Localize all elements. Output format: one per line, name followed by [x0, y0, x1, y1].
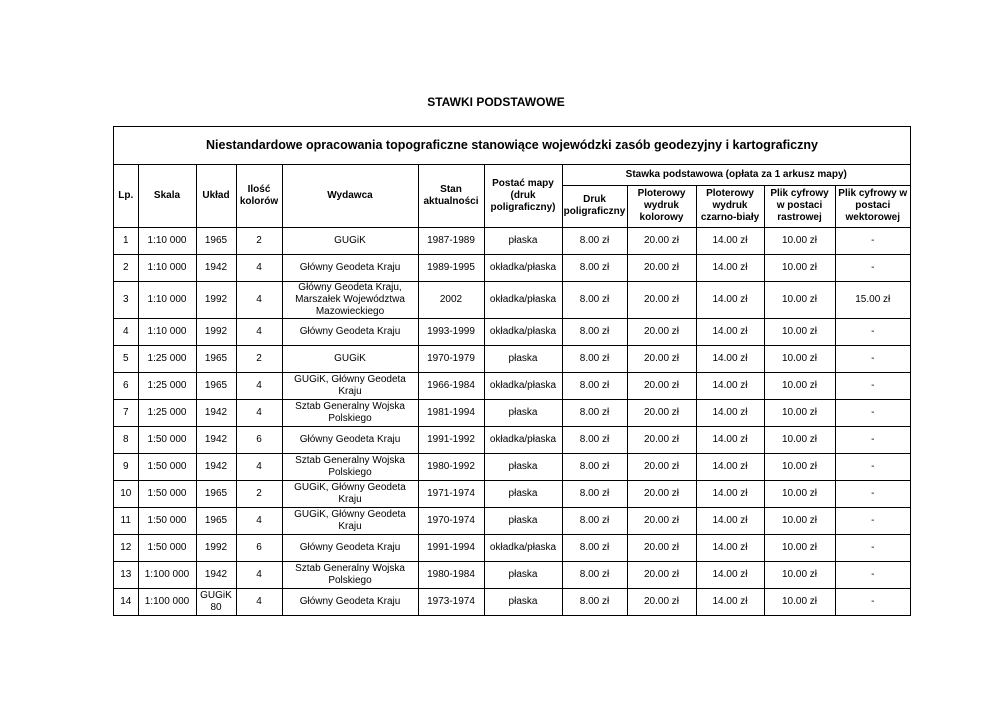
header-postac-mapy: Postać mapy (druk poligraficzny)	[484, 165, 562, 227]
cell-lp: 8	[114, 426, 138, 453]
cell-skala: 1:10 000	[138, 318, 196, 345]
cell-ploterowy-kolorowy: 20.00 zł	[627, 254, 696, 281]
cell-wydawca: Główny Geodeta Kraju	[282, 318, 418, 345]
cell-stan-aktualnosci: 1970-1979	[418, 345, 484, 372]
cell-postac-mapy: okładka/płaska	[484, 426, 562, 453]
cell-stan-aktualnosci: 1971-1974	[418, 480, 484, 507]
cell-plik-wektorowy: -	[835, 534, 910, 561]
cell-ploterowy-czarno-bialy: 14.00 zł	[696, 453, 764, 480]
cell-uklad: 1965	[196, 345, 236, 372]
cell-uklad: 1965	[196, 480, 236, 507]
cell-plik-rastrowy: 10.00 zł	[764, 426, 835, 453]
table-row	[114, 507, 910, 534]
cell-lp: 5	[114, 345, 138, 372]
cell-ploterowy-czarno-bialy: 14.00 zł	[696, 227, 764, 254]
table-row	[114, 318, 910, 345]
cell-stan-aktualnosci: 1981-1994	[418, 399, 484, 426]
table-row	[114, 534, 910, 561]
cell-wydawca: GUGiK	[282, 345, 418, 372]
cell-wydawca: Sztab Generalny Wojska Polskiego	[282, 453, 418, 480]
header-wydawca: Wydawca	[282, 165, 418, 227]
cell-plik-wektorowy: -	[835, 399, 910, 426]
cell-skala: 1:10 000	[138, 281, 196, 318]
cell-stan-aktualnosci: 2002	[418, 281, 484, 318]
cell-plik-rastrowy: 10.00 zł	[764, 254, 835, 281]
cell-wydawca: GUGiK, Główny Geodeta Kraju	[282, 372, 418, 399]
cell-skala: 1:50 000	[138, 507, 196, 534]
table-row	[114, 453, 910, 480]
cell-lp: 3	[114, 281, 138, 318]
cell-ploterowy-czarno-bialy: 14.00 zł	[696, 507, 764, 534]
cell-skala: 1:10 000	[138, 254, 196, 281]
cell-lp: 6	[114, 372, 138, 399]
cell-skala: 1:100 000	[138, 588, 196, 615]
cell-lp: 4	[114, 318, 138, 345]
table-row	[114, 561, 910, 588]
cell-plik-wektorowy: -	[835, 254, 910, 281]
cell-druk-poligraficzny: 8.00 zł	[562, 399, 627, 426]
header-stan-aktualnosci: Stan aktualności	[418, 165, 484, 227]
cell-druk-poligraficzny: 8.00 zł	[562, 561, 627, 588]
cell-postac-mapy: okładka/płaska	[484, 318, 562, 345]
cell-wydawca: Główny Geodeta Kraju	[282, 254, 418, 281]
cell-stan-aktualnosci: 1987-1989	[418, 227, 484, 254]
table-row	[114, 426, 910, 453]
table-row	[114, 281, 910, 318]
cell-ploterowy-kolorowy: 20.00 zł	[627, 453, 696, 480]
cell-postac-mapy: okładka/płaska	[484, 372, 562, 399]
cell-ilosc-kolorow: 4	[236, 318, 282, 345]
cell-uklad: 1992	[196, 281, 236, 318]
header-druk-poligraficzny: Druk poligraficzny	[562, 185, 627, 227]
cell-ploterowy-kolorowy: 20.00 zł	[627, 588, 696, 615]
cell-druk-poligraficzny: 8.00 zł	[562, 345, 627, 372]
cell-ploterowy-kolorowy: 20.00 zł	[627, 227, 696, 254]
cell-skala: 1:50 000	[138, 480, 196, 507]
cell-uklad: 1992	[196, 318, 236, 345]
cell-plik-wektorowy: -	[835, 561, 910, 588]
header-lp: Lp.	[114, 165, 138, 227]
cell-plik-rastrowy: 10.00 zł	[764, 534, 835, 561]
cell-lp: 11	[114, 507, 138, 534]
cell-stan-aktualnosci: 1980-1992	[418, 453, 484, 480]
cell-ploterowy-kolorowy: 20.00 zł	[627, 507, 696, 534]
cell-postac-mapy: okładka/płaska	[484, 281, 562, 318]
cell-skala: 1:10 000	[138, 227, 196, 254]
cell-uklad: 1942	[196, 561, 236, 588]
cell-plik-rastrowy: 10.00 zł	[764, 588, 835, 615]
cell-ploterowy-kolorowy: 20.00 zł	[627, 480, 696, 507]
cell-postac-mapy: płaska	[484, 399, 562, 426]
header-plik-wektorowy: Plik cyfrowy w postaci wektorowej	[835, 185, 910, 227]
cell-ploterowy-kolorowy: 20.00 zł	[627, 318, 696, 345]
table-row	[114, 399, 910, 426]
table-row	[114, 372, 910, 399]
cell-uklad: 1942	[196, 453, 236, 480]
rates-table	[114, 165, 910, 616]
cell-postac-mapy: płaska	[484, 453, 562, 480]
cell-druk-poligraficzny: 8.00 zł	[562, 227, 627, 254]
rates-table-container	[113, 126, 911, 616]
cell-ilosc-kolorow: 4	[236, 453, 282, 480]
cell-lp: 2	[114, 254, 138, 281]
cell-postac-mapy: płaska	[484, 561, 562, 588]
cell-lp: 13	[114, 561, 138, 588]
cell-ploterowy-kolorowy: 20.00 zł	[627, 281, 696, 318]
cell-ilosc-kolorow: 4	[236, 507, 282, 534]
cell-skala: 1:50 000	[138, 534, 196, 561]
cell-ploterowy-kolorowy: 20.00 zł	[627, 345, 696, 372]
table-row	[114, 345, 910, 372]
header-ploterowy-czarno-bialy: Ploterowy wydruk czarno-biały	[696, 185, 764, 227]
cell-postac-mapy: okładka/płaska	[484, 254, 562, 281]
cell-ploterowy-czarno-bialy: 14.00 zł	[696, 588, 764, 615]
header-plik-rastrowy: Plik cyfrowy w postaci rastrowej	[764, 185, 835, 227]
cell-ploterowy-kolorowy: 20.00 zł	[627, 372, 696, 399]
cell-plik-rastrowy: 10.00 zł	[764, 507, 835, 534]
header-ploterowy-kolorowy: Ploterowy wydruk kolorowy	[627, 185, 696, 227]
cell-ploterowy-czarno-bialy: 14.00 zł	[696, 399, 764, 426]
cell-druk-poligraficzny: 8.00 zł	[562, 426, 627, 453]
cell-ploterowy-kolorowy: 20.00 zł	[627, 561, 696, 588]
cell-postac-mapy: płaska	[484, 345, 562, 372]
cell-plik-rastrowy: 10.00 zł	[764, 318, 835, 345]
cell-lp: 12	[114, 534, 138, 561]
cell-plik-wektorowy: -	[835, 426, 910, 453]
cell-postac-mapy: okładka/płaska	[484, 534, 562, 561]
cell-plik-rastrowy: 10.00 zł	[764, 281, 835, 318]
cell-druk-poligraficzny: 8.00 zł	[562, 318, 627, 345]
cell-druk-poligraficzny: 8.00 zł	[562, 453, 627, 480]
cell-stan-aktualnosci: 1991-1994	[418, 534, 484, 561]
cell-lp: 1	[114, 227, 138, 254]
cell-plik-rastrowy: 10.00 zł	[764, 345, 835, 372]
cell-stan-aktualnosci: 1970-1974	[418, 507, 484, 534]
cell-plik-rastrowy: 10.00 zł	[764, 399, 835, 426]
cell-ploterowy-czarno-bialy: 14.00 zł	[696, 372, 764, 399]
cell-uklad: 1992	[196, 534, 236, 561]
header-ilosc-kolorow: Ilość kolorów	[236, 165, 282, 227]
cell-plik-wektorowy: -	[835, 480, 910, 507]
cell-ploterowy-czarno-bialy: 14.00 zł	[696, 480, 764, 507]
cell-uklad: 1942	[196, 399, 236, 426]
cell-wydawca: Główny Geodeta Kraju	[282, 534, 418, 561]
cell-skala: 1:25 000	[138, 372, 196, 399]
cell-druk-poligraficzny: 8.00 zł	[562, 281, 627, 318]
cell-plik-wektorowy: -	[835, 453, 910, 480]
cell-ploterowy-kolorowy: 20.00 zł	[627, 399, 696, 426]
cell-postac-mapy: płaska	[484, 480, 562, 507]
cell-ilosc-kolorow: 2	[236, 227, 282, 254]
cell-stan-aktualnosci: 1966-1984	[418, 372, 484, 399]
table-row	[114, 588, 910, 615]
cell-plik-wektorowy: 15.00 zł	[835, 281, 910, 318]
cell-ilosc-kolorow: 4	[236, 254, 282, 281]
cell-plik-rastrowy: 10.00 zł	[764, 227, 835, 254]
cell-druk-poligraficzny: 8.00 zł	[562, 372, 627, 399]
cell-ilosc-kolorow: 2	[236, 480, 282, 507]
cell-plik-rastrowy: 10.00 zł	[764, 453, 835, 480]
cell-ilosc-kolorow: 6	[236, 534, 282, 561]
cell-druk-poligraficzny: 8.00 zł	[562, 480, 627, 507]
cell-druk-poligraficzny: 8.00 zł	[562, 507, 627, 534]
header-skala: Skala	[138, 165, 196, 227]
cell-ploterowy-czarno-bialy: 14.00 zł	[696, 561, 764, 588]
cell-plik-rastrowy: 10.00 zł	[764, 372, 835, 399]
cell-ilosc-kolorow: 4	[236, 281, 282, 318]
cell-stan-aktualnosci: 1973-1974	[418, 588, 484, 615]
table-row	[114, 254, 910, 281]
cell-ploterowy-czarno-bialy: 14.00 zł	[696, 318, 764, 345]
cell-plik-wektorowy: -	[835, 507, 910, 534]
cell-uklad: GUGiK 80	[196, 588, 236, 615]
cell-uklad: 1965	[196, 507, 236, 534]
cell-uklad: 1942	[196, 426, 236, 453]
cell-druk-poligraficzny: 8.00 zł	[562, 254, 627, 281]
cell-wydawca: Sztab Generalny Wojska Polskiego	[282, 561, 418, 588]
cell-ploterowy-czarno-bialy: 14.00 zł	[696, 345, 764, 372]
cell-postac-mapy: płaska	[484, 507, 562, 534]
cell-lp: 10	[114, 480, 138, 507]
cell-wydawca: GUGiK, Główny Geodeta Kraju	[282, 480, 418, 507]
cell-ilosc-kolorow: 4	[236, 372, 282, 399]
cell-ploterowy-czarno-bialy: 14.00 zł	[696, 426, 764, 453]
cell-lp: 14	[114, 588, 138, 615]
cell-postac-mapy: płaska	[484, 588, 562, 615]
cell-stan-aktualnosci: 1991-1992	[418, 426, 484, 453]
cell-wydawca: Główny Geodeta Kraju	[282, 588, 418, 615]
cell-wydawca: GUGiK	[282, 227, 418, 254]
cell-skala: 1:50 000	[138, 453, 196, 480]
cell-skala: 1:100 000	[138, 561, 196, 588]
cell-ploterowy-czarno-bialy: 14.00 zł	[696, 281, 764, 318]
cell-skala: 1:25 000	[138, 399, 196, 426]
cell-ploterowy-kolorowy: 20.00 zł	[627, 426, 696, 453]
cell-uklad: 1942	[196, 254, 236, 281]
table-row	[114, 227, 910, 254]
cell-ploterowy-czarno-bialy: 14.00 zł	[696, 254, 764, 281]
cell-druk-poligraficzny: 8.00 zł	[562, 534, 627, 561]
cell-ilosc-kolorow: 4	[236, 561, 282, 588]
cell-plik-rastrowy: 10.00 zł	[764, 480, 835, 507]
cell-wydawca: Sztab Generalny Wojska Polskiego	[282, 399, 418, 426]
cell-ploterowy-kolorowy: 20.00 zł	[627, 534, 696, 561]
table-body	[114, 227, 910, 615]
table-row	[114, 480, 910, 507]
cell-stan-aktualnosci: 1993-1999	[418, 318, 484, 345]
cell-plik-wektorowy: -	[835, 588, 910, 615]
cell-postac-mapy: płaska	[484, 227, 562, 254]
cell-ilosc-kolorow: 4	[236, 588, 282, 615]
cell-ilosc-kolorow: 2	[236, 345, 282, 372]
cell-lp: 7	[114, 399, 138, 426]
cell-plik-rastrowy: 10.00 zł	[764, 561, 835, 588]
cell-ilosc-kolorow: 6	[236, 426, 282, 453]
cell-druk-poligraficzny: 8.00 zł	[562, 588, 627, 615]
cell-stan-aktualnosci: 1980-1984	[418, 561, 484, 588]
cell-plik-wektorowy: -	[835, 345, 910, 372]
header-uklad: Układ	[196, 165, 236, 227]
cell-plik-wektorowy: -	[835, 372, 910, 399]
cell-wydawca: Główny Geodeta Kraju, Marszałek Województwa Mazowieckiego	[282, 281, 418, 318]
cell-uklad: 1965	[196, 227, 236, 254]
cell-lp: 9	[114, 453, 138, 480]
cell-stan-aktualnosci: 1989-1995	[418, 254, 484, 281]
cell-wydawca: GUGiK, Główny Geodeta Kraju	[282, 507, 418, 534]
cell-skala: 1:50 000	[138, 426, 196, 453]
cell-ilosc-kolorow: 4	[236, 399, 282, 426]
cell-plik-wektorowy: -	[835, 318, 910, 345]
cell-plik-wektorowy: -	[835, 227, 910, 254]
header-stawka-podstawowa: Stawka podstawowa (opłata za 1 arkusz mapy)	[562, 165, 910, 185]
cell-wydawca: Główny Geodeta Kraju	[282, 426, 418, 453]
cell-uklad: 1965	[196, 372, 236, 399]
page-title: STAWKI PODSTAWOWE	[427, 95, 565, 109]
cell-ploterowy-czarno-bialy: 14.00 zł	[696, 534, 764, 561]
cell-skala: 1:25 000	[138, 345, 196, 372]
table-title: Niestandardowe opracowania topograficzne stanowiące wojewódzki zasób geodezyjny i kartograficzny	[114, 127, 910, 165]
